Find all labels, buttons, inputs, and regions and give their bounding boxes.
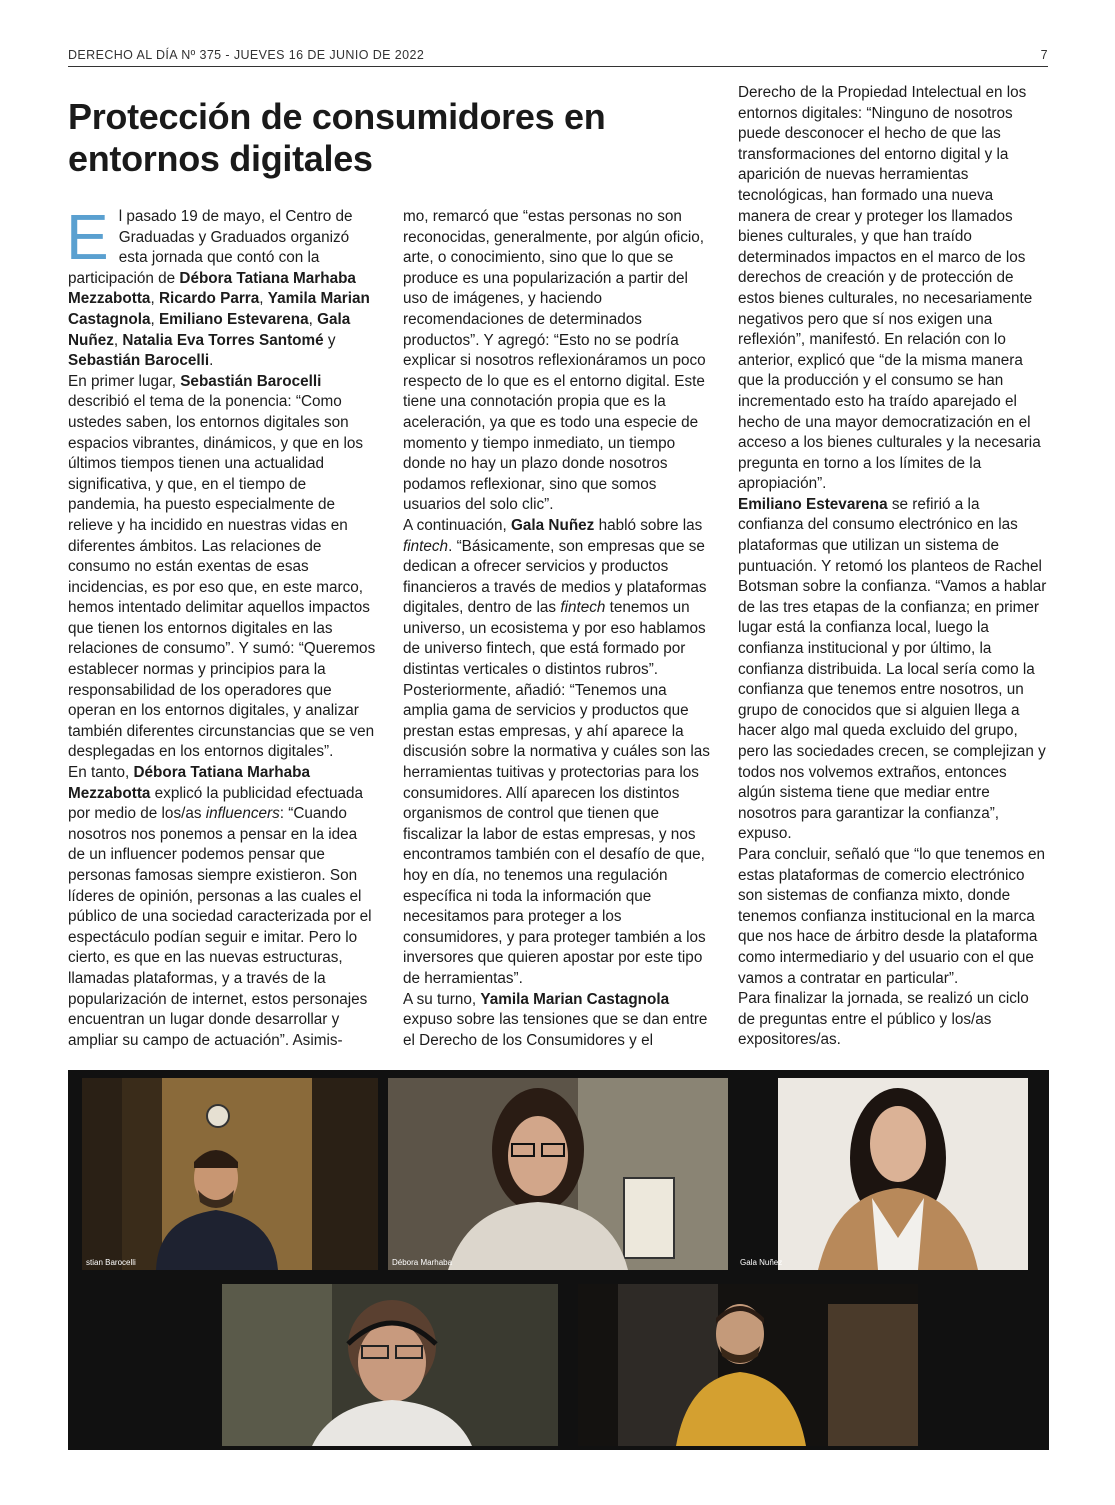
running-head <box>68 48 1048 67</box>
speaker-name: Sebastián Barocelli <box>68 352 210 370</box>
body-paragraph: A su turno, Yamila Marian Castagnola expuso sobre las tensiones que se dan entre el Derecho de los Consumidores y el <box>403 990 708 1049</box>
speaker-name: Natalia Eva Torres Santomé <box>122 331 324 349</box>
body-paragraph: Para finalizar la jornada, se realizó un ciclo de preguntas entre el público y los/as expositores/as. <box>738 990 1029 1049</box>
participant-tile <box>388 1078 728 1270</box>
participant-image <box>388 1078 728 1270</box>
column-3 <box>738 83 1048 1051</box>
body-paragraph: A continuación, Gala Nuñez habló sobre las fintech. “Básicamente, son empresas que se dedican a ofrecer servicios y productos financieros a través de medios y plataformas digitales, dentro de las fintech tenemos un universo, un ecosistema y por eso hablamos de universo fintech, que está formado por distintas verticales o distintos rubros”. Posteriormente, añadió: “Tenemos una amplia gama de servicios y productos que prestan estas empresas, y ahí aparece la discusión sobre la normativa y cuáles son las herramientas tuitivas y protectorias para los consumidores. Allí aparecen los distintos organismos de control que tienen que fiscalizar la labor de estas empresas, y nos encontramos también con el desafío de que, hoy en día, no tenemos una regulación específica ni toda la información que necesitamos para proteger a los consumidores, y para proteger también a los inversores que quieren apostar por este tipo de herramientas”. <box>403 516 710 987</box>
body-paragraph: En tanto, Débora Tatiana Marhaba Mezzabotta explicó la publicidad efectuada por medio de los/as influencers: “Cuando nosotros nos ponemos a pensar en la idea de un influencer podemos pensar que personas famosas siempre existieron. Son líderes de opinión, personas a las cuales el público de una sociedad caracterizada por el espectáculo podían seguir e imitar. Pero lo cierto, es que en las nuevas estructuras, llamadas plataformas, y a través de la popularización de internet, estos personajes encuentran un lugar donde desarrollar y ampliar su campo de actuación”. Asimis- <box>68 764 372 1049</box>
body-paragraph: Emiliano Estevarena se refirió a la confianza del consumo electrónico en las plataformas que utilizan un sistema de puntuación. Y retomó los planteos de Rachel Botsman sobre la confianza. “Vamos a hablar de las tres etapas de la confianza; en primer lugar está la confianza local, luego la confianza institucional y por último, la confianza distribuida. La local sería como la confianza que tenemos entre nosotros, un grupo de conocidos que si alguien llega a hacer algo mal queda excluido del grupo, pero las sociedades crecen, se complejizan y todos nos volvemos extraños, entonces algún sistema tiene que mediar entre nosotros para garantizar la confianza”, expuso. <box>738 495 1047 843</box>
speaker-name: Emiliano Estevarena <box>158 310 309 328</box>
intro-paragraph: El pasado 19 de mayo, el Centro de Graduadas y Graduados organizó esta jornada que contó con la participación de Débora Tatiana Marhaba Mezzabotta, Ricardo Parra, Yamila Marian Castagnola, Emiliano Estevarena, Gala Nuñez, Natalia Eva Torres Santomé y Sebastián Barocelli. <box>66 201 370 370</box>
speaker-name: Gala Nuñez <box>511 516 595 534</box>
speaker-name: Yamila Marian Castagnola <box>68 290 370 328</box>
participant-caption: stian Barocelli <box>86 1258 136 1267</box>
participant-image <box>222 1284 558 1446</box>
speaker-name: Débora Tatiana Marhaba Mezzabotta <box>68 269 356 308</box>
speaker-name: Ricardo Parra <box>158 290 260 308</box>
participant-image <box>82 1078 378 1270</box>
issue-line: DERECHO AL DÍA Nº 375 - JUEVES 16 DE JUNIO DE 2022 <box>68 48 425 62</box>
drop-cap: E <box>66 201 109 273</box>
participant-caption: Gala Nuñez <box>740 1258 783 1267</box>
body-paragraph: mo, remarcó que “estas personas no son reconocidas, generalmente, por algún oficio, arte, o conocimiento, sino que lo que se produce es una popularización a partir del uso de imágenes, y haciendo recomendaciones de determinados productos”. Y agregó: “Esto no se podría explicar si nosotros reflexionáramos un poco respecto de lo que es el entorno digital. Este tiene una connotación propia que es la aceleración, ya que es todo una especie de momento y tiempo inmediato, un tiempo donde no hay un plazo donde nosotros podamos reflexionar, sino que somos usuarios del solo clic”. <box>403 208 706 514</box>
speaker-name: Gala Nuñez <box>68 310 351 349</box>
participant-image <box>578 1284 918 1446</box>
video-call-photo <box>68 1070 1049 1450</box>
column-2 <box>403 207 713 1051</box>
article-title: Protección de consumidores en entornos digitales <box>68 96 606 179</box>
body-paragraph: Derecho de la Propiedad Intelectual en los entornos digitales: “Ninguno de nosotros puede desconocer el hecho de que las transformaciones del entorno digital y la aparición de nuevas herramientas tecnológicas, han formado una nueva manera de crear y proteger los llamados bienes culturales, y que han traído determinados impactos en el marco de los derechos de creación y de protección de estos bienes culturales, no necesariamente negativos pero que sí nos exigen una reflexión”, manifestó. En relación con lo anterior, explicó que “de la misma manera que la producción y el consumo se han incrementado esto ha traído aparejado el hecho de una mayor democratización en el acceso a los bienes culturales y la necesaria pregunta en torno a los límites de la apropiación”. <box>738 84 1041 493</box>
participant-tile <box>222 1284 558 1446</box>
body-paragraph: En primer lugar, Sebastián Barocelli describió el tema de la ponencia: “Como ustedes saben, los entornos digitales son espacios vibrantes, dinámicos, y que en los últimos tiempos tienen una actualidad significativa, y que, en el tiempo de pandemia, ha puesto especialmente de relieve y ha incidido en nuestras vidas en diferentes ámbitos. Las relaciones de consumo no están exentas de esas incidencias, es por eso que, en este marco, hemos intentado delimitar aquellos impactos que tienen los entornos digitales en las relaciones de consumo”. Y sumó: “Queremos establecer normas y principios para la responsabilidad de los operadores que operan en los entornos digitales, y analizar también diferentes circunstancias que se ven desplegadas en los entornos digitales”. <box>68 372 376 761</box>
participant-caption: Débora Marhaba <box>392 1258 453 1267</box>
column-1 <box>66 201 378 1051</box>
body-paragraph: Para concluir, señaló que “lo que tenemos en estas plataformas de comercio electrónico son sistemas de confianza mixto, donde tenemos confianza institucional en la marca que nos hace de árbitro desde la plataforma como intermediario y del usuario con el que vamos a contratar en particular”. <box>738 845 1045 987</box>
participant-tile <box>82 1078 378 1270</box>
participant-tile <box>578 1284 918 1446</box>
speaker-name: Sebastián Barocelli <box>180 372 322 390</box>
participant-tile <box>736 1078 1042 1270</box>
page-number: 7 <box>1040 48 1048 62</box>
speaker-name: Débora Tatiana Marhaba Mezzabotta <box>68 764 311 802</box>
speaker-name: Yamila Marian Castagnola <box>480 990 670 1008</box>
participant-image <box>736 1078 1042 1270</box>
speaker-name: Emiliano Estevarena <box>738 495 888 513</box>
